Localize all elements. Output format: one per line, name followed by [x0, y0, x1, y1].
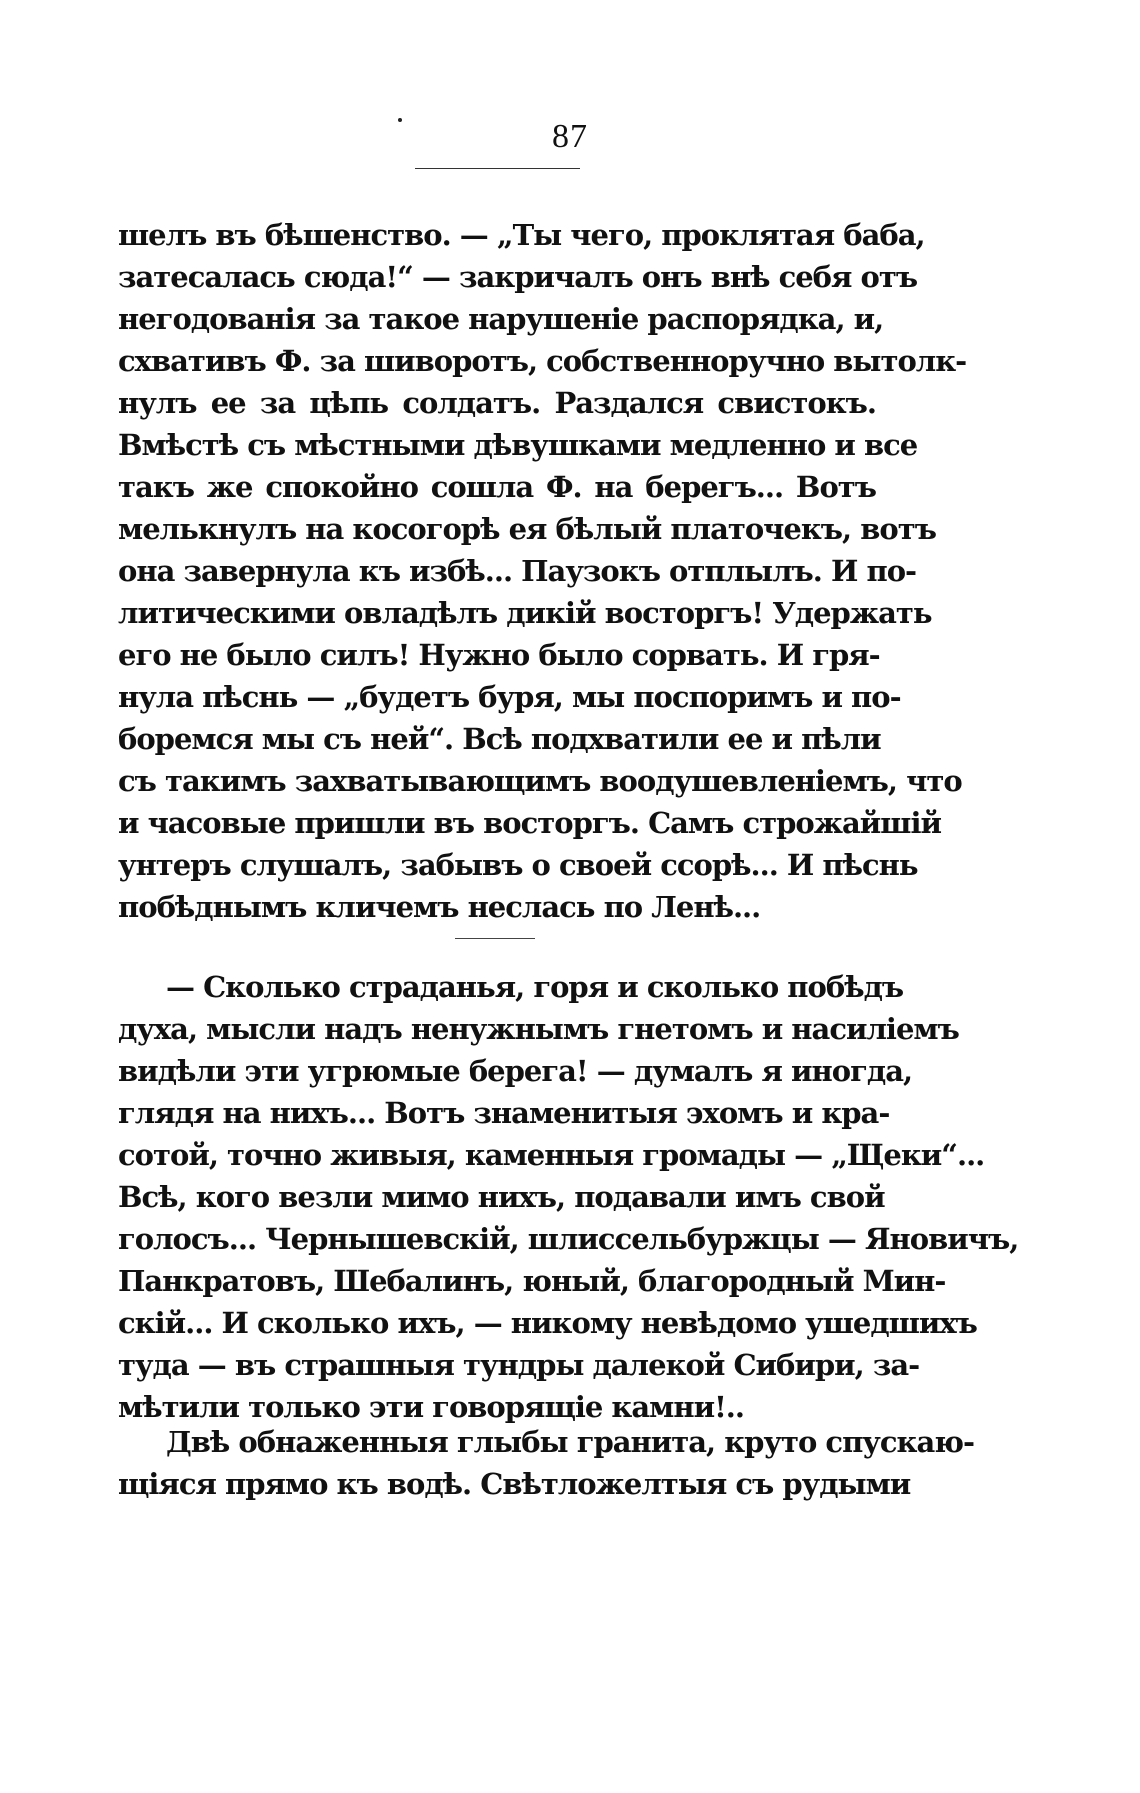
section-divider	[455, 938, 535, 939]
text-line: Двѣ обнаженныя глыбы гранита, круто спускаю-	[166, 1425, 975, 1459]
text-line: мѣтили только эти говорящіе камни!..	[118, 1390, 745, 1424]
text-line: и часовые пришли въ восторгъ. Самъ строжайшій	[118, 806, 941, 840]
text-line: — Сколько страданья, горя и сколько побѣдъ	[166, 970, 904, 1004]
text-line: литическими овладѣлъ дикій восторгъ! Удержать	[118, 596, 932, 630]
text-line: нула пѣснь — „будетъ буря, мы поспоримъ и по-	[118, 680, 901, 714]
text-line: щіяся прямо къ водѣ. Свѣтложелтыя съ рудыми	[118, 1467, 911, 1501]
text-line: Панкратовъ, Шебалинъ, юный, благородный Мин-	[118, 1264, 946, 1298]
text-line: видѣли эти угрюмые берега! — думалъ я иногда,	[118, 1054, 913, 1088]
header-rule	[415, 168, 580, 169]
text-line: унтеръ слушалъ, забывъ о своей ссорѣ... И пѣснь	[118, 848, 918, 882]
text-line: нулъ ее за цѣпь солдатъ. Раздался свистокъ.	[118, 386, 876, 420]
text-line: туда — въ страшныя тундры далекой Сибири, за-	[118, 1348, 920, 1382]
paragraph-3	[118, 1421, 975, 1505]
paragraph-2	[118, 966, 1019, 1428]
text-line: такъ же спокойно сошла Ф. на берегъ... Вотъ	[118, 470, 876, 504]
text-line: скій... И сколько ихъ, — никому невѣдомо ушедшихъ	[118, 1306, 977, 1340]
text-line: его не было силъ! Нужно было сорвать. И гря-	[118, 638, 880, 672]
text-line: схвативъ Ф. за шиворотъ, собственноручно вытолк-	[118, 344, 967, 378]
text-line: Вмѣстѣ съ мѣстными дѣвушками медленно и все	[118, 428, 918, 462]
paragraph-1	[118, 214, 967, 928]
text-line: голосъ... Чернышевскій, шлиссельбуржцы — Яновичъ,	[118, 1222, 1019, 1256]
text-line: побѣднымъ кличемъ неслась по Ленѣ...	[118, 890, 761, 924]
text-line: сотой, точно живыя, каменныя громады — „Щеки“...	[118, 1138, 985, 1172]
text-line: глядя на нихъ... Вотъ знаменитыя эхомъ и кра-	[118, 1096, 890, 1130]
text-line: мелькнулъ на косогорѣ ея бѣлый платочекъ, вотъ	[118, 512, 936, 546]
text-line: боремся мы съ ней“. Всѣ подхватили ее и пѣли	[118, 722, 881, 756]
text-line: съ такимъ захватывающимъ воодушевленіемъ, что	[118, 764, 962, 798]
text-line: негодованія за такое нарушеніе распорядка, и,	[118, 302, 884, 336]
page-number: 87	[552, 118, 588, 155]
text-line: Всѣ, кого везли мимо нихъ, подавали имъ свой	[118, 1180, 885, 1214]
text-line: шелъ въ бѣшенство. — „Ты чего, проклятая баба,	[118, 218, 925, 252]
text-line: духа, мысли надъ ненужнымъ гнетомъ и насиліемъ	[118, 1012, 959, 1046]
text-line: затесалась сюда!“ — закричалъ онъ внѣ себя отъ	[118, 260, 918, 294]
text-line: она завернула къ избѣ... Паузокъ отплылъ. И по-	[118, 554, 917, 588]
